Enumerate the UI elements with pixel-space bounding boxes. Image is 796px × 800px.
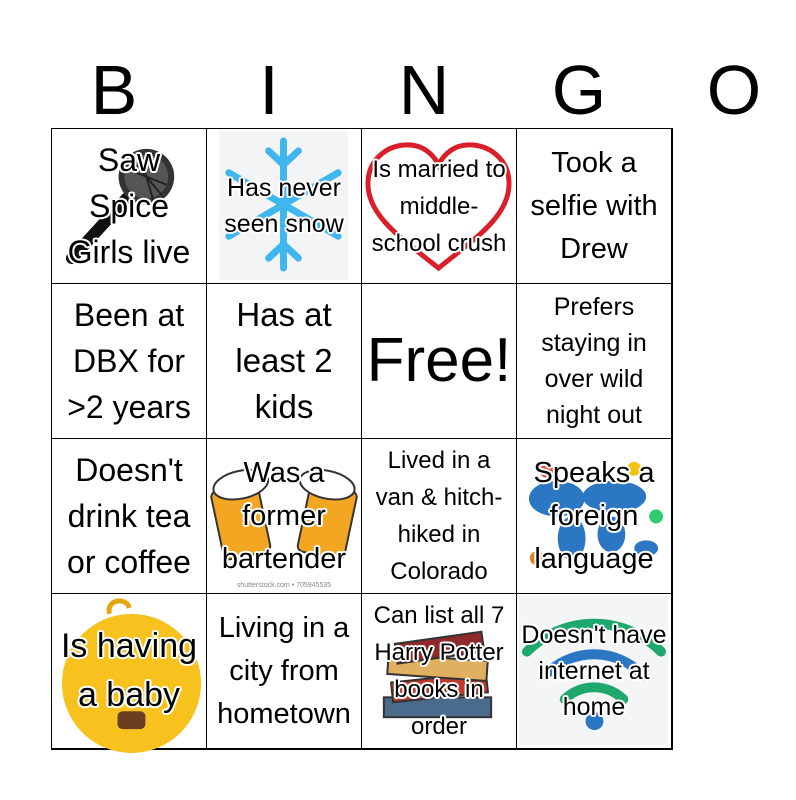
cell-text: Prefers staying in over wild night out bbox=[541, 293, 647, 429]
cell-text: Doesn't have internet at home bbox=[521, 621, 667, 721]
bingo-cell[interactable] bbox=[207, 129, 362, 284]
bingo-cell[interactable] bbox=[207, 594, 362, 749]
cell-text: Was a former bartender bbox=[221, 456, 347, 575]
header-letter-i: I bbox=[259, 51, 279, 129]
cell-text: Free! bbox=[366, 326, 512, 395]
bingo-header bbox=[52, 51, 762, 129]
bingo-cell[interactable] bbox=[52, 129, 207, 284]
bingo-cell[interactable] bbox=[517, 439, 672, 594]
cell-text: Doesn't drink tea or coffee bbox=[67, 452, 191, 580]
cell-text: Can list all 7 Harry Potter books in order bbox=[373, 602, 505, 740]
bingo-cell[interactable] bbox=[362, 129, 517, 284]
header-letter-g: G bbox=[551, 51, 607, 129]
cell-text: Speaks a foreign language bbox=[533, 456, 655, 575]
cell-text: Saw Spice Girls live bbox=[67, 142, 191, 270]
cell-text: Living in a city from hometown bbox=[217, 611, 351, 730]
cell-text: Has at least 2 kids bbox=[235, 296, 333, 425]
header-letter-n: N bbox=[398, 51, 450, 129]
cell-text: Has never seen snow bbox=[224, 174, 344, 238]
bingo-cell[interactable] bbox=[52, 594, 207, 749]
header-letter-o: O bbox=[706, 51, 762, 129]
cell-text: Took a selfie with Drew bbox=[530, 146, 658, 265]
bingo-cell[interactable] bbox=[517, 129, 672, 284]
bingo-cell[interactable] bbox=[517, 284, 672, 439]
header-letter-b: B bbox=[90, 51, 138, 129]
free-space[interactable] bbox=[362, 284, 517, 439]
bingo-cell[interactable] bbox=[52, 284, 207, 439]
cell-text: Been at DBX for >2 years bbox=[67, 297, 191, 425]
bingo-cell[interactable] bbox=[207, 439, 362, 594]
bingo-cell[interactable] bbox=[207, 284, 362, 439]
cell-text: Is married to middle-school crush bbox=[371, 155, 507, 257]
bingo-cell[interactable] bbox=[52, 439, 207, 594]
bingo-cell[interactable] bbox=[362, 594, 517, 749]
stock-caption: shutterstock.com • 705945535 bbox=[236, 582, 332, 589]
bingo-cell[interactable] bbox=[517, 594, 672, 749]
bingo-cell[interactable] bbox=[362, 439, 517, 594]
cell-text: Lived in a van & hitch-hiked in Colorado bbox=[375, 447, 503, 585]
bingo-board bbox=[51, 128, 673, 750]
cell-text: Is having a baby bbox=[60, 627, 198, 714]
